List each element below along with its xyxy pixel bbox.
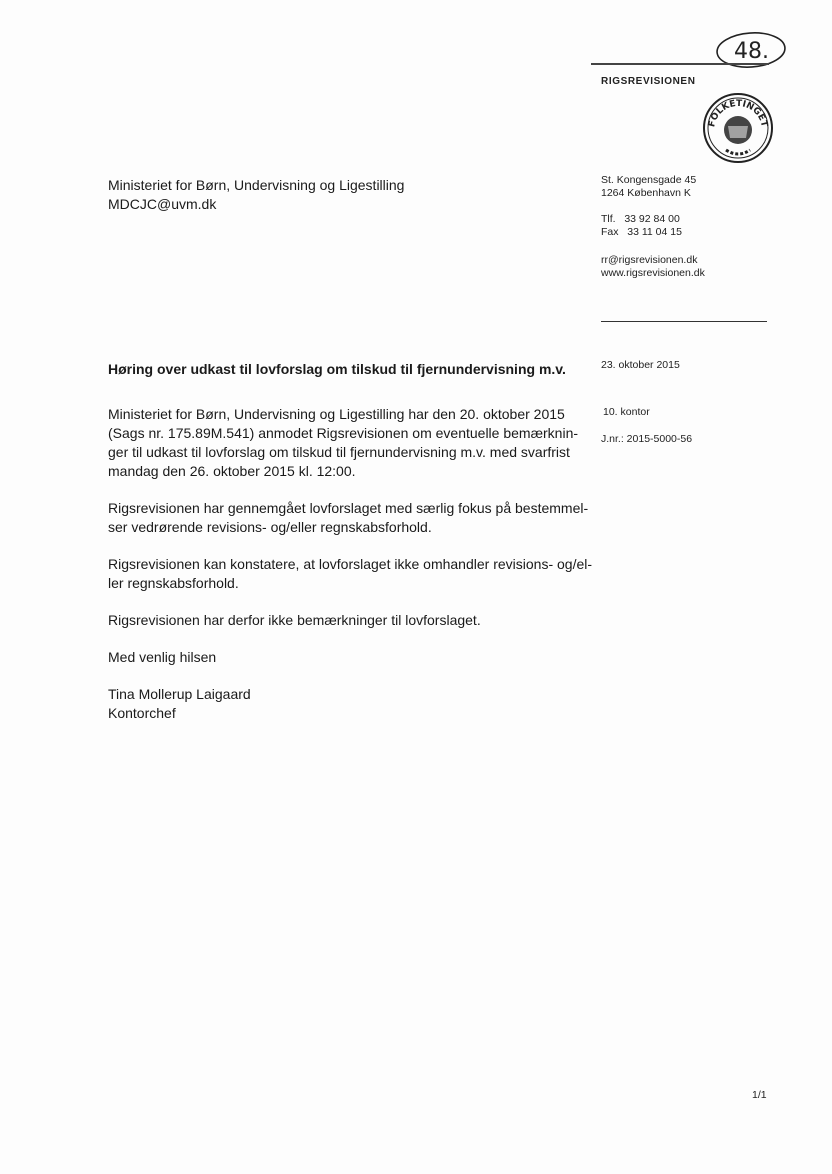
signatory-title: Kontorchef [108, 705, 176, 721]
paragraph-line: (Sags nr. 175.89M.541) anmodet Rigsrevisionen om eventuelle bemærknin- [108, 425, 579, 441]
paragraph-2 [108, 499, 589, 537]
signature-block [108, 685, 251, 723]
recipient-ministry: Ministeriet for Børn, Undervisning og Ligestilling [108, 177, 405, 193]
folketinget-seal-icon [702, 92, 774, 164]
recipient-email: MDCJC@uvm.dk [108, 196, 217, 212]
journal-number: J.nr.: 2015-5000-56 [601, 433, 693, 445]
paragraph-line: Ministeriet for Børn, Undervisning og Ligestilling har den 20. oktober 2015 [108, 406, 565, 422]
closing-greeting: Med venlig hilsen [108, 649, 217, 665]
sender-website: www.rigsrevisionen.dk [601, 267, 705, 279]
address-street: St. Kongensgade 45 [601, 174, 697, 186]
sender-contact [601, 213, 682, 239]
paragraph-line: ler regnskabsforhold. [108, 575, 239, 591]
signatory-name: Tina Mollerup Laigaard [108, 686, 251, 702]
paragraph-line: Rigsrevisionen har derfor ikke bemærkninger til lovforslaget. [108, 612, 481, 628]
sender-web [601, 254, 705, 280]
office-label: 10. kontor [603, 406, 650, 418]
paragraph-line: Rigsrevisionen kan konstatere, at lovforslaget ikke omhandler revisions- og/el- [108, 556, 593, 572]
header-rule [591, 63, 769, 65]
recipient-block [108, 176, 404, 214]
phone-number: Tlf. 33 92 84 00 [601, 213, 680, 225]
svg-text:48.: 48. [734, 39, 769, 64]
sender-email: rr@rigsrevisionen.dk [601, 254, 698, 266]
paragraph-line: Rigsrevisionen har gennemgået lovforslaget med særlig fokus på bestemmel- [108, 500, 589, 516]
paragraph-line: ger til udkast til lovforslag om tilskud til fjernundervisning m.v. med svarfrist [108, 444, 570, 460]
letter-date: 23. oktober 2015 [601, 359, 680, 371]
paragraph-line: mandag den 26. oktober 2015 kl. 12:00. [108, 463, 356, 479]
paragraph-4 [108, 611, 578, 630]
paragraph-line: ser vedrørende revisions- og/eller regnskabsforhold. [108, 519, 432, 535]
handwritten-number-stamp [714, 28, 788, 72]
letter-subject: Høring over udkast til lovforslag om tilskud til fjernundervisning m.v. [108, 361, 566, 377]
sender-address [601, 174, 696, 200]
side-rule [601, 321, 767, 322]
organization-name: RIGSREVISIONEN [601, 76, 696, 87]
paragraph-3 [108, 555, 593, 593]
page-number: 1/1 [752, 1089, 767, 1101]
address-city: 1264 København K [601, 187, 691, 199]
svg-text:FOLKETINGET: FOLKETINGET [707, 98, 769, 129]
fax-number: Fax 33 11 04 15 [601, 226, 682, 238]
paragraph-1 [108, 405, 578, 481]
